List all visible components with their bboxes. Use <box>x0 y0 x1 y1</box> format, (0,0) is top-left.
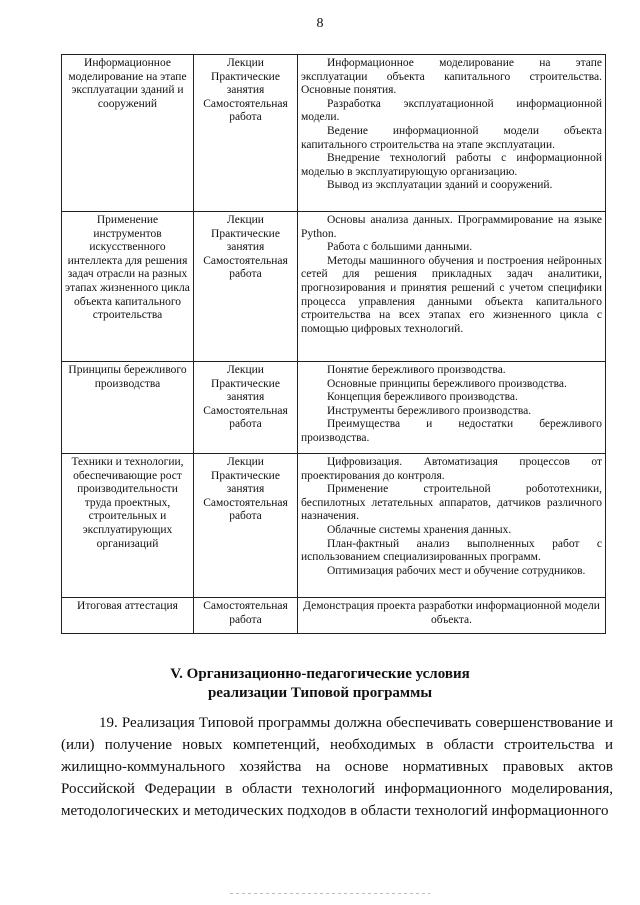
form-line: Практические занятия <box>211 469 280 496</box>
content-cell <box>298 362 606 454</box>
form-line: Самостоятельная работа <box>203 404 288 431</box>
section-heading-line: V. Организационно-педагогические условия <box>170 666 470 682</box>
form-line: Лекции <box>227 364 264 376</box>
content-item: Вывод из эксплуатации зданий и сооружений. <box>327 179 553 192</box>
content-item: Понятие бережливого производства. <box>327 364 506 376</box>
topic-cell: Информационное моделирование на этапе эксплуатации зданий и сооружений <box>62 55 194 212</box>
topic-cell: Принципы бережливого производства <box>62 362 194 454</box>
section-heading-line: реализации Типовой программы <box>207 685 433 701</box>
content-item: Основные принципы бережливого производства. <box>327 377 567 390</box>
content-item: Разработка эксплуатационной информационной модели. <box>301 97 602 124</box>
table-row <box>62 598 606 634</box>
topic-cell: Итоговая аттестация <box>62 598 194 634</box>
topic-cell: Применение инструментов искусственного интеллекта для решения задач отрасли на разных этапах жизненного цикла объекта капитального строительства <box>62 212 194 362</box>
table-row <box>62 55 606 212</box>
form-line: Лекции <box>227 456 264 468</box>
page-number: 8 <box>316 16 324 31</box>
section-heading <box>0 665 640 703</box>
table-row <box>62 454 606 598</box>
content-item: Цифровизация. Автоматизация процессов от проектирования до контроля. <box>301 456 602 482</box>
content-item: Демонстрация проекта разработки информационной модели объекта. <box>303 600 600 626</box>
form-line: Лекции <box>227 57 264 69</box>
form-line: Практические занятия <box>211 227 280 254</box>
form-line: Лекции <box>227 214 264 226</box>
form-line: Практические занятия <box>211 377 280 404</box>
table-row <box>62 362 606 454</box>
content-item: Инструменты бережливого производства. <box>327 404 532 417</box>
content-item: Основы анализа данных. Программирование на языке Python. <box>301 214 602 240</box>
form-cell <box>194 55 298 212</box>
content-item: План-фактный анализ выполненных работ с использованием специализированных программ. <box>301 537 602 564</box>
content-item: Информационное моделирование на этапе эксплуатации объекта капитального строительства. Основные понятия. <box>301 57 602 97</box>
content-item: Концепция бережливого производства. <box>327 391 518 404</box>
form-cell <box>194 362 298 454</box>
content-item: Оптимизация рабочих мест и обучение сотрудников. <box>327 564 586 577</box>
content-cell <box>298 212 606 362</box>
content-item: Применение строительной робототехники, беспилотных летательных аппаратов, датчиков различного назначения. <box>301 483 602 523</box>
form-cell <box>194 598 298 634</box>
form-line: Практические занятия <box>211 70 280 97</box>
form-line: Самостоятельная работа <box>203 254 288 281</box>
form-cell <box>194 454 298 598</box>
table-row <box>62 212 606 362</box>
content-cell <box>298 598 606 634</box>
form-cell <box>194 212 298 362</box>
scan-artifact-line <box>230 893 430 894</box>
content-item: Внедрение технологий работы с информационной моделью в эксплуатирующую организацию. <box>301 152 602 178</box>
form-line: Самостоятельная работа <box>203 600 288 626</box>
content-cell <box>298 454 606 598</box>
topic-cell: Техники и технологии, обеспечивающие рост производительности труда проектных, строительных и эксплуатирующих организаций <box>62 454 194 598</box>
content-item: Работа с большими данными. <box>327 241 473 254</box>
content-cell <box>298 55 606 212</box>
curriculum-table <box>61 54 606 634</box>
content-item: Преимущества и недостатки бережливого производства. <box>301 418 602 444</box>
form-line: Самостоятельная работа <box>203 97 288 124</box>
content-item: Методы машинного обучения и построения нейронных сетей для решения прикладных задач аналитики, прогнозирования и принятия решений с учетом специфики процесса управления данными объекта капитального строительства на всех этапах его жизненного цикла с помощью цифровых технологий. <box>301 254 602 335</box>
body-paragraph: 19. Реализация Типовой программы должна обеспечивать совершенствование и (или) получение новых компетенций, необходимых в области строительства и жилищно-коммунального хозяйства на основе нормативных правовых актов Российской Федерации в области технологий информационного моделирования, методологических и методических подходов в области технологий информационного <box>61 715 613 819</box>
content-item: Ведение информационной модели объекта капитального строительства на этапе эксплуатации. <box>301 124 602 151</box>
content-item: Облачные системы хранения данных. <box>327 523 512 536</box>
form-line: Самостоятельная работа <box>203 496 288 523</box>
